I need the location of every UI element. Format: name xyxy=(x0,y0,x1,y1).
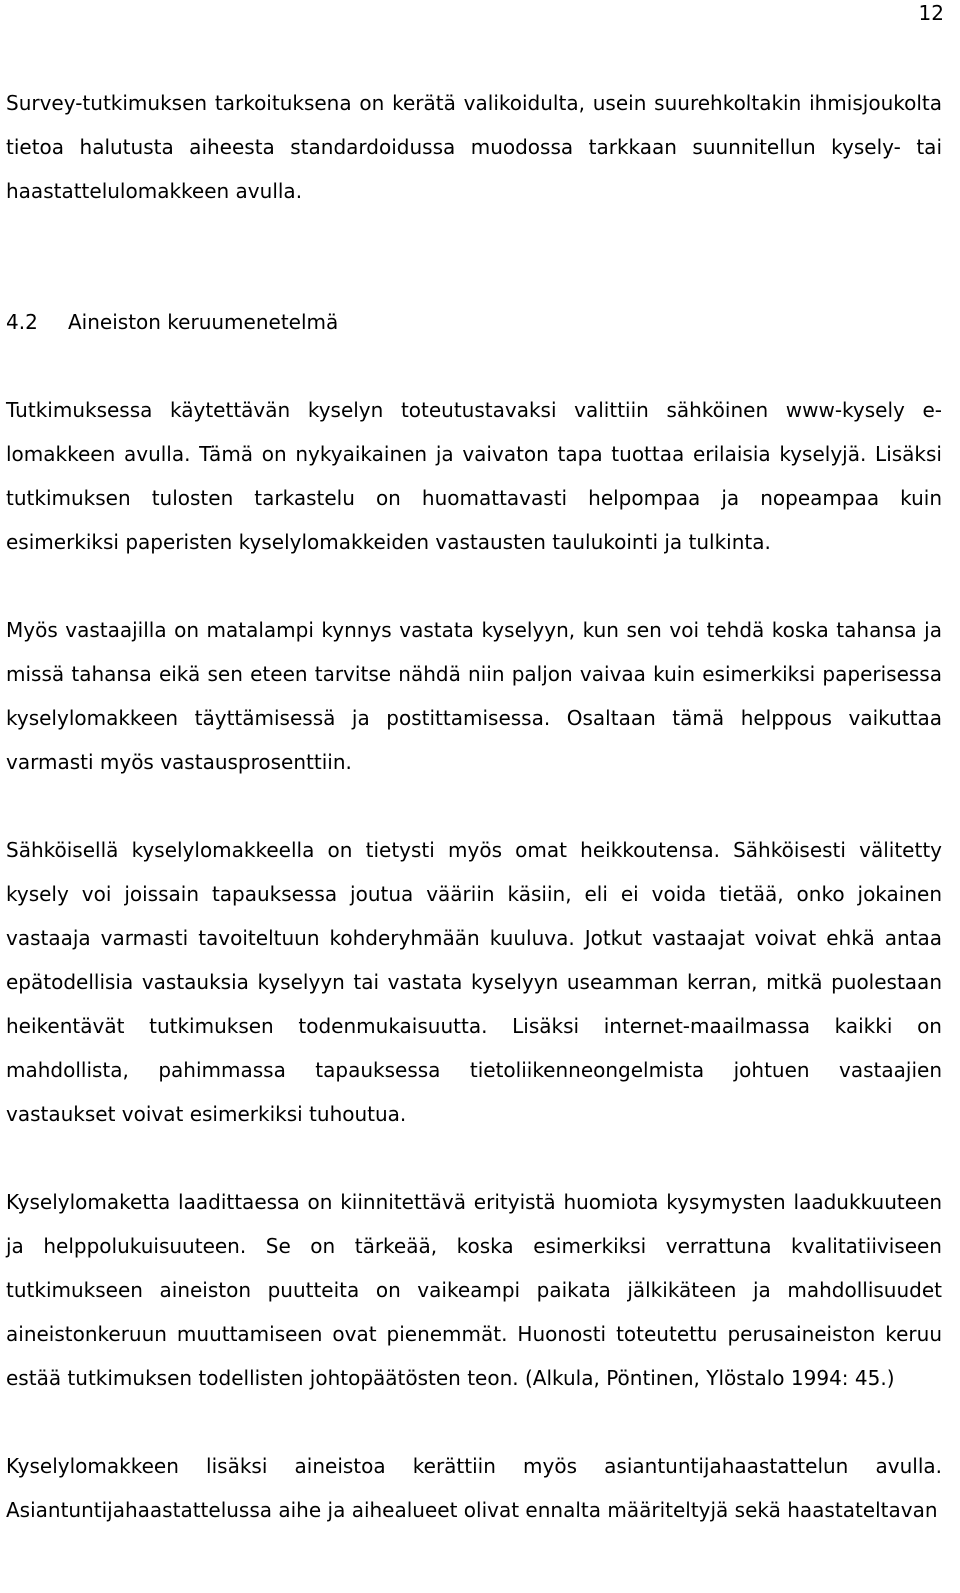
spacer xyxy=(6,784,942,828)
page-number: 12 xyxy=(918,1,944,25)
paragraph-respondent-threshold: Myös vastaajilla on matalampi kynnys vastata kyselyyn, kun sen voi tehdä koska tahansa ja missä tahansa eikä sen eteen tarvitse nähdä niin paljon vaivaa kuin esimerkiksi paperisessa kyselylomakkeen täyttämisessä ja postittamisessa. Osaltaan tämä helppous vaikuttaa varmasti myös vastausprosenttiin. xyxy=(6,618,942,774)
spacer xyxy=(6,213,942,300)
paragraph-e-form: Tutkimuksessa käytettävän kyselyn toteutustavaksi valittiin sähköinen www-kysely e-lomakkeen avulla. Tämä on nykyaikainen ja vaivaton tapa tuottaa erilaisia kyselyjä. Lisäksi tutkimuksen tulosten tarkastelu on huomattavasti helpompaa ja nopeampaa kuin esimerkiksi paperisten kyselylomakkeiden vastausten taulukointi ja tulkinta. xyxy=(6,398,942,554)
paragraph-survey-purpose: Survey-tutkimuksen tarkoituksena on kerätä valikoidulta, usein suurehkoltakin ihmisjoukolta tietoa halutusta aiheesta standardoidussa muodossa tarkkaan suunnitellun kysely- tai haastattelulomakkeen avulla. xyxy=(6,91,942,203)
spacer xyxy=(6,1136,942,1180)
section-heading xyxy=(6,300,942,344)
paragraph-weaknesses: Sähköisellä kyselylomakkeella on tietysti myös omat heikkoutensa. Sähköisesti välitetty kysely voi joissain tapauksessa joutua vääriin käsiin, eli ei voida tietää, onko jokainen vastaaja varmasti tavoiteltuun kohderyhmään kuuluva. Jotkut vastaajat voivat ehkä antaa epätodellisia vastauksia kyselyyn tai vastata kyselyyn useamman kerran, mitkä puolestaan heikentävät tutkimuksen todenmukaisuutta. Lisäksi internet-maailmassa kaikki on mahdollista, pahimmassa tapauksessa tietoliikenneongelmista johtuen vastaajien vastaukset voivat esimerkiksi tuhoutua. xyxy=(6,838,942,1126)
document-body xyxy=(6,81,942,1532)
section-number: 4.2 xyxy=(6,310,38,334)
paragraph-expert-interview: Kyselylomakkeen lisäksi aineistoa kerättiin myös asiantuntijahaastattelun avulla. Asiantuntijahaastattelussa aihe ja aihealueet olivat ennalta määriteltyjä sekä haastateltavan xyxy=(6,1454,942,1522)
spacer xyxy=(6,1400,942,1444)
spacer xyxy=(6,344,942,388)
section-title: Aineiston keruumenetelmä xyxy=(68,310,339,334)
spacer xyxy=(6,564,942,608)
paragraph-form-quality: Kyselylomaketta laadittaessa on kiinnitettävä erityistä huomiota kysymysten laadukkuuteen ja helppolukuisuuteen. Se on tärkeää, koska esimerkiksi verrattuna kvalitatiiviseen tutkimukseen aineiston puutteita on vaikeampi paikata jälkikäteen ja mahdollisuudet aineistonkeruun muuttamiseen ovat pienemmät. Huonosti toteutettu perusaineiston keruu estää tutkimuksen todellisten johtopäätösten teon. (Alkula, Pöntinen, Ylöstalo 1994: 45.) xyxy=(6,1190,942,1390)
